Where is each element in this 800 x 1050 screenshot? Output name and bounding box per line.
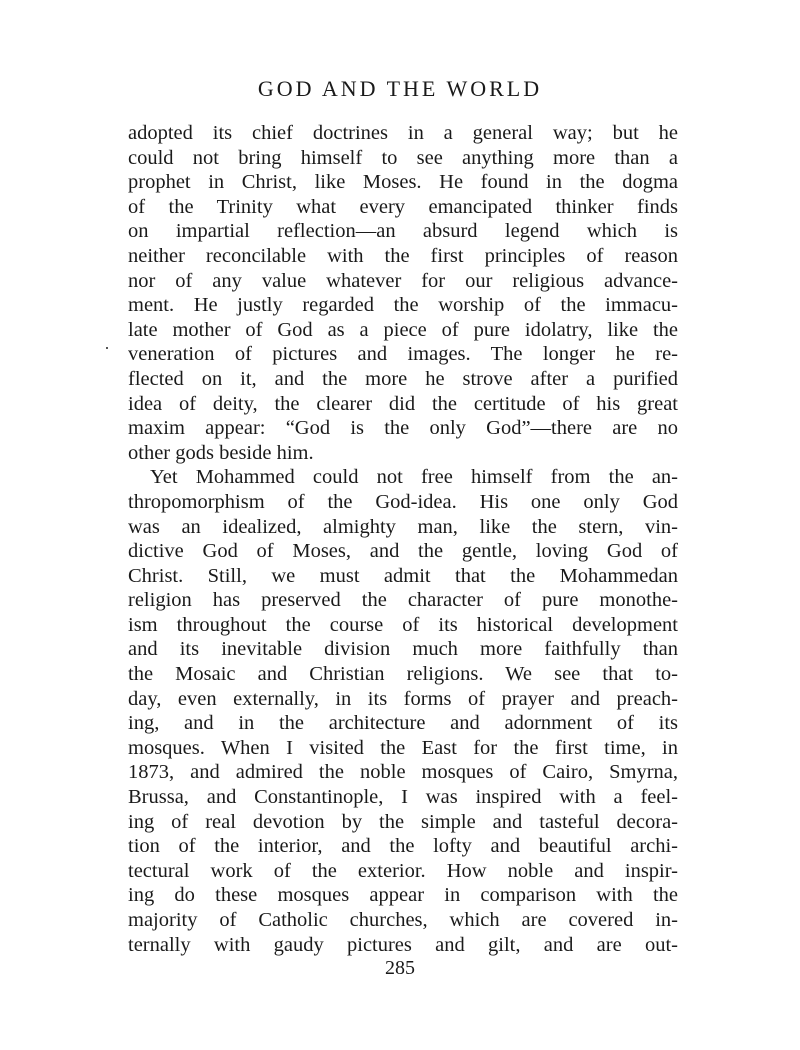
- text-line: late mother of God as a piece of pure idolatry, like the: [128, 318, 678, 341]
- text-line: idea of deity, the clearer did the certitude of his great: [128, 392, 678, 415]
- text-line: the Mosaic and Christian religions. We see that to-: [128, 663, 678, 686]
- text-line: ing do these mosques appear in comparison with the: [128, 884, 678, 907]
- text-line: Christ. Still, we must admit that the Mohammedan: [128, 564, 678, 587]
- text-line: flected on it, and the more he strove after a purified: [128, 367, 678, 390]
- text-line: could not bring himself to see anything more than a: [128, 146, 678, 169]
- text-line: dictive God of Moses, and the gentle, loving God of: [128, 540, 678, 563]
- running-head: GOD AND THE WORLD: [257, 76, 543, 101]
- text-line: of the Trinity what every emancipated thinker finds: [128, 195, 678, 218]
- text-line: ing of real devotion by the simple and tasteful decora-: [128, 810, 678, 833]
- stray-ink-mark: [106, 347, 108, 349]
- text-line: tectural work of the exterior. How noble and inspir-: [128, 859, 678, 882]
- text-line: religion has preserved the character of pure monothe-: [128, 589, 678, 612]
- text-line: veneration of pictures and images. The longer he re-: [128, 343, 678, 366]
- text-line: other gods beside him.: [128, 441, 314, 464]
- text-line: mosques. When I visited the East for the first time, in: [128, 736, 678, 759]
- text-line: prophet in Christ, like Moses. He found in the dogma: [128, 171, 678, 194]
- text-line: ing, and in the architecture and adornment of its: [128, 712, 678, 735]
- text-line: was an idealized, almighty man, like the stern, vin-: [128, 515, 678, 538]
- text-line: 1873, and admired the noble mosques of Cairo, Smyrna,: [128, 761, 678, 784]
- text-line: ment. He justly regarded the worship of the immacu-: [128, 294, 678, 317]
- text-line: ism throughout the course of its historical development: [128, 613, 678, 636]
- text-line: nor of any value whatever for our religious advance-: [128, 269, 678, 292]
- text-line: Yet Mohammed could not free himself from the an-: [150, 466, 678, 489]
- body-text: [128, 121, 678, 957]
- text-line: day, even externally, in its forms of prayer and preach-: [128, 687, 678, 710]
- text-line: majority of Catholic churches, which are covered in-: [128, 909, 678, 931]
- text-line: thropomorphism of the God-idea. His one only God: [128, 490, 678, 513]
- text-line: on impartial reflection—an absurd legend which is: [128, 220, 678, 243]
- text-line: maxim appear: “God is the only God”—there are no: [128, 417, 678, 440]
- text-line: and its inevitable division much more faithfully than: [128, 638, 678, 661]
- text-line: neither reconcilable with the first principles of reason: [128, 244, 678, 267]
- text-line: adopted its chief doctrines in a general way; but he: [128, 122, 678, 144]
- page-number: 285: [385, 957, 415, 979]
- text-line: Brussa, and Constantinople, I was inspired with a feel-: [128, 786, 678, 809]
- text-line: tion of the interior, and the lofty and beautiful archi-: [128, 835, 678, 858]
- text-line: ternally with gaudy pictures and gilt, and are out-: [128, 933, 678, 956]
